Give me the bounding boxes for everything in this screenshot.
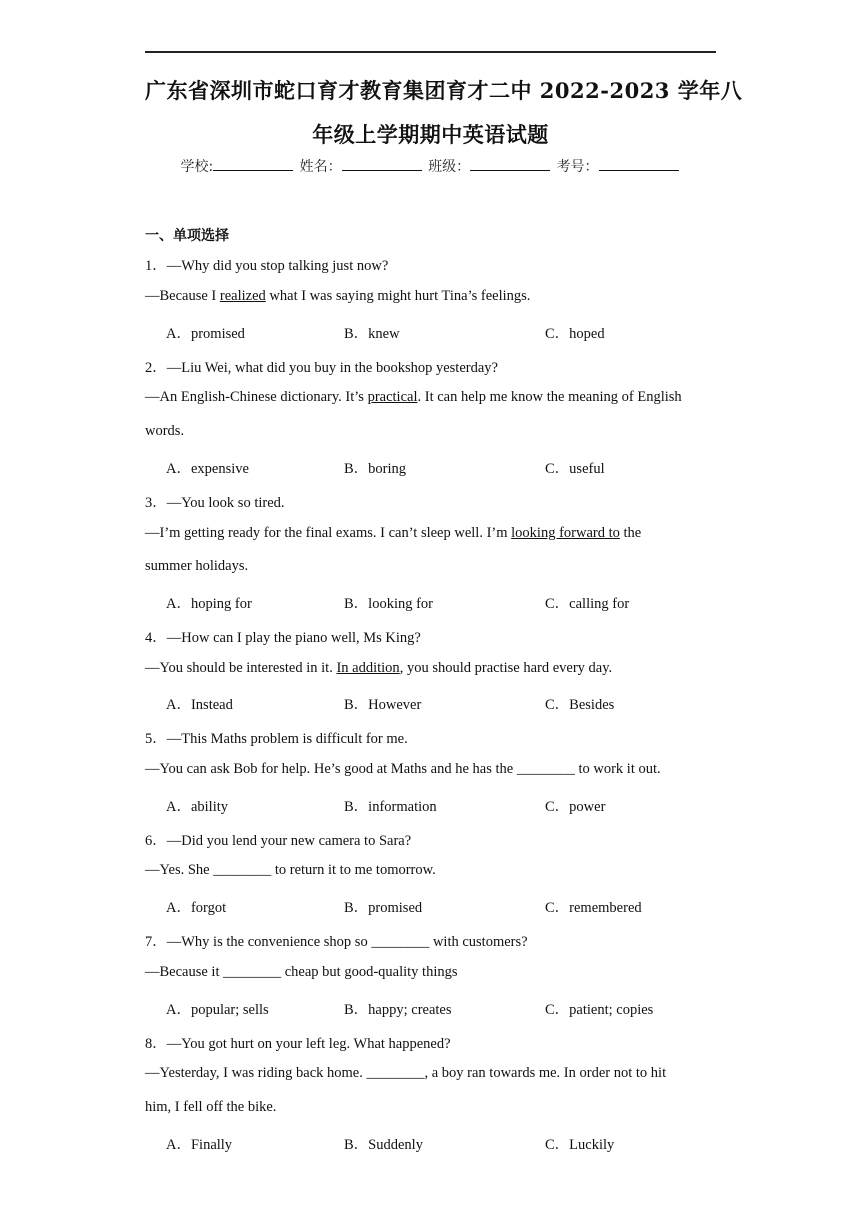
- answer-7: —Because it ________ cheap but good-quality things: [145, 964, 458, 980]
- question-8: 8．—You got hurt on your left leg. What happened?: [145, 1036, 451, 1052]
- option-b: B．Suddenly: [344, 1137, 423, 1153]
- answer-text: the: [619, 525, 642, 541]
- section-title: 一、单项选择: [145, 228, 229, 244]
- question-4: 4．—How can I play the piano well, Ms King?: [145, 630, 421, 646]
- option-a: A．ability: [166, 799, 229, 815]
- underlined-word: looking forward to: [511, 525, 620, 541]
- option-c: C．useful: [545, 461, 605, 477]
- option-b: B．boring: [344, 461, 407, 477]
- option-b: B．looking for: [344, 596, 434, 612]
- option-b: B．information: [344, 799, 437, 815]
- answer-2-continued: words.: [145, 423, 185, 439]
- school-blank: [213, 158, 293, 171]
- option-a: A．forgot: [166, 900, 227, 916]
- answer-text: —I’m getting ready for the final exams. I can’t sleep well. I’m: [145, 525, 512, 541]
- name-label: 姓名：: [299, 159, 342, 175]
- exam-title-line1: 广东省深圳市蛇口育才教育集团育才二中 2022-2023 学年八: [145, 78, 743, 103]
- option-a: A．hoping for: [166, 596, 252, 612]
- header-rule: [145, 51, 716, 53]
- option-b: B．However: [344, 697, 422, 713]
- option-a: A．Instead: [166, 697, 233, 713]
- option-b: B．happy; creates: [344, 1002, 452, 1018]
- option-c: C．Luckily: [545, 1137, 615, 1153]
- answer-5: —You can ask Bob for help. He’s good at Maths and he has the ________ to work it out.: [145, 761, 661, 777]
- answer-text: —Because I: [145, 288, 220, 304]
- class-label: 班级：: [428, 159, 471, 175]
- number-label: 考号：: [556, 159, 599, 175]
- option-c: C．Besides: [545, 697, 615, 713]
- question-7: 7．—Why is the convenience shop so ________ with customers?: [145, 934, 528, 950]
- underlined-word: realized: [219, 288, 266, 304]
- option-c: C．remembered: [545, 900, 642, 916]
- question-2: 2．—Liu Wei, what did you buy in the bookshop yesterday?: [145, 360, 498, 376]
- option-a: A．popular; sells: [166, 1002, 269, 1018]
- option-b: B．promised: [344, 900, 423, 916]
- school-label: 学校:: [180, 159, 214, 175]
- class-blank: [470, 158, 550, 171]
- answer-8: —Yesterday, I was riding back home. ________, a boy ran towards me. In order not to hit: [145, 1065, 667, 1081]
- answer-text: —An English-Chinese dictionary. It’s: [145, 389, 368, 405]
- option-c: C．power: [545, 799, 606, 815]
- question-6: 6．—Did you lend your new camera to Sara?: [145, 833, 412, 849]
- answer-2: [145, 389, 682, 406]
- question-3: 3．—You look so tired.: [145, 495, 285, 511]
- answer-4: [145, 660, 612, 677]
- underlined-word: practical: [367, 389, 418, 405]
- question-1: 1．—Why did you stop talking just now?: [145, 258, 389, 274]
- answer-text: . It can help me know the meaning of English: [417, 389, 682, 405]
- answer-text: —You should be interested in it.: [145, 660, 337, 676]
- answer-1: [145, 288, 530, 305]
- option-a: A．promised: [166, 326, 245, 342]
- underlined-word: In addition: [336, 660, 400, 676]
- option-c: C．patient; copies: [545, 1002, 654, 1018]
- answer-6: —Yes. She ________ to return it to me tomorrow.: [145, 862, 436, 878]
- student-info-fields: [145, 156, 716, 176]
- question-5: 5．—This Maths problem is difficult for me.: [145, 731, 408, 747]
- answer-3: [145, 525, 641, 542]
- name-blank: [342, 158, 422, 171]
- option-b: B．knew: [344, 326, 400, 342]
- option-c: C．hoped: [545, 326, 605, 342]
- exam-title-line2: 年级上学期期中英语试题: [312, 122, 549, 147]
- option-c: C．calling for: [545, 596, 630, 612]
- option-a: A．expensive: [166, 461, 249, 477]
- answer-text: , you should practise hard every day.: [399, 660, 613, 676]
- answer-8-continued: him, I fell off the bike.: [145, 1099, 277, 1115]
- number-blank: [599, 158, 679, 171]
- option-a: A．Finally: [166, 1137, 233, 1153]
- answer-text: what I was saying might hurt Tina’s feelings.: [265, 288, 531, 304]
- answer-3-continued: summer holidays.: [145, 558, 249, 574]
